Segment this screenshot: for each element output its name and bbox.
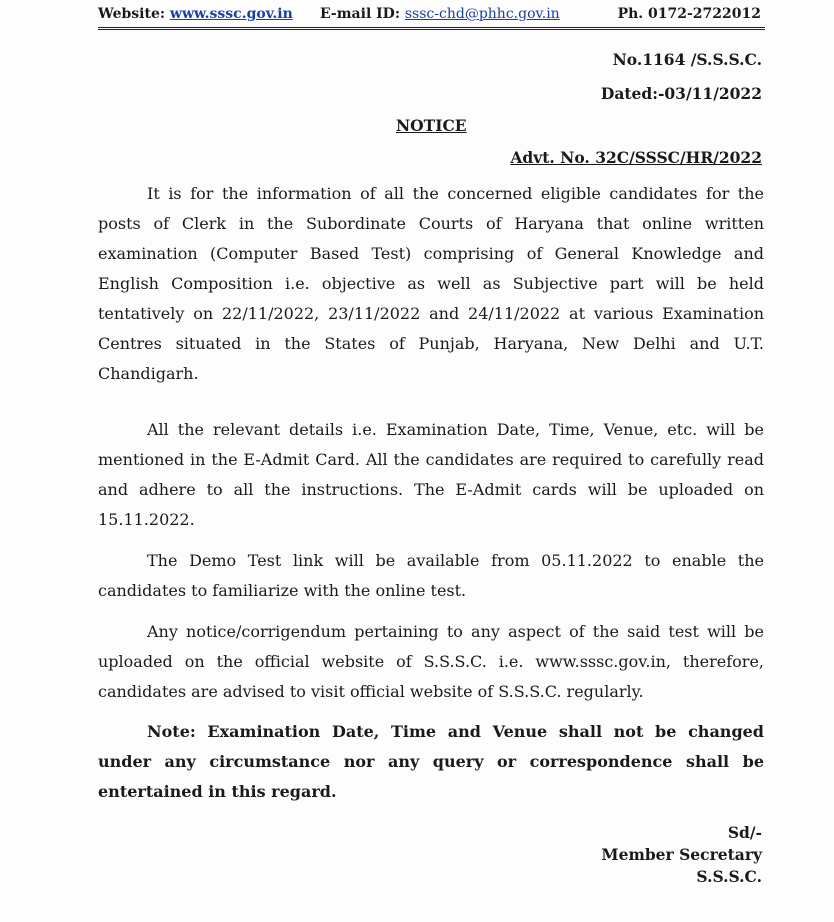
- signature-organization: S.S.S.C.: [696, 867, 762, 886]
- signature-sd: Sd/-: [727, 823, 762, 842]
- website-label: Website:: [98, 6, 166, 22]
- letterhead-contact-bar: [98, 3, 765, 30]
- email-link[interactable]: sssc-chd@phhc.gov.in: [404, 6, 560, 22]
- website-link[interactable]: www.sssc.gov.in: [169, 6, 293, 22]
- advertisement-number: Advt. No. 32C/SSSC/HR/2022: [510, 148, 762, 167]
- paragraph-demo-test: The Demo Test link will be available from 05.11.2022 to enable the candidates to familiarize with the online test.: [98, 551, 764, 600]
- email-label: E-mail ID:: [320, 6, 400, 22]
- reference-number: No.1164 /S.S.S.C.: [612, 50, 762, 69]
- email-info: [320, 6, 560, 22]
- website-info: [98, 6, 293, 22]
- reference-date: Dated:-03/11/2022: [600, 84, 762, 103]
- paragraph-exam-schedule: It is for the information of all the concerned eligible candidates for the posts of Clerk in the Subordinate Courts of Haryana that online written examination (Computer Based Test) comprising of General Knowledge and English Composition i.e. objective as well as Subjective part will be held tentatively on 22/11/2022, 23/11/2022 and 24/11/2022 at various Examination Centres situated in the States of Punjab, Haryana, New Delhi and U.T. Chandigarh.: [98, 184, 764, 383]
- phone-number: Ph. 0172-2722012: [617, 6, 761, 22]
- signature-block: [601, 822, 762, 888]
- paragraph-admit-card: All the relevant details i.e. Examination Date, Time, Venue, etc. will be mentioned in the E-Admit Card. All the candidates are required to carefully read and adhere to all the instructions. The E-Admit cards will be uploaded on 15.11.2022.: [98, 420, 764, 529]
- paragraph-official-website: Any notice/corrigendum pertaining to any aspect of the said test will be uploaded on the official website of S.S.S.C. i.e. www.sssc.gov.in, therefore, candidates are advised to visit official website of S.S.S.C. regularly.: [98, 622, 764, 701]
- signature-designation: Member Secretary: [601, 845, 762, 864]
- notice-title: NOTICE: [396, 116, 467, 135]
- paragraph-note: Note: Examination Date, Time and Venue shall not be changed under any circumstance nor any query or correspondence shall be entertained in this regard.: [98, 722, 764, 801]
